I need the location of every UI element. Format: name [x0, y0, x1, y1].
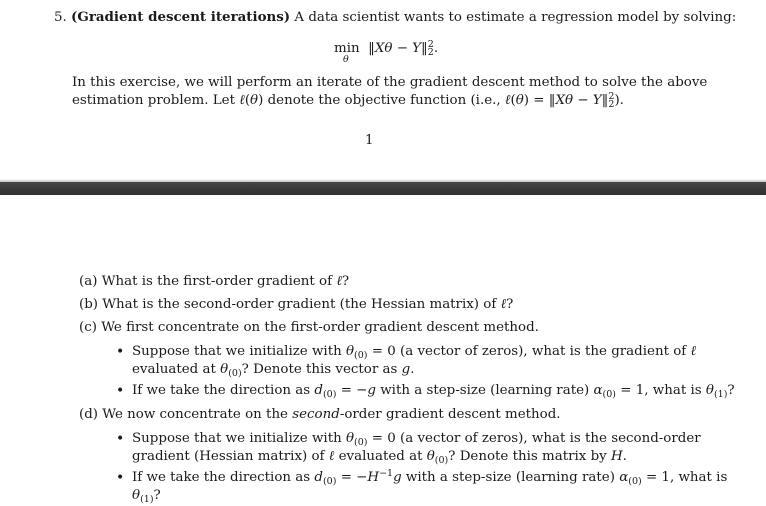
paragraph-line-1: In this exercise, we will perform an iterate of the gradient descent method to solve the above [72, 75, 708, 90]
question-d-item-2-line-1: If we take the direction as $d_{(0)} = -H^{-1}g$ with a step-size (learning rate) $\alpha_{(0)} = 1$, what is [132, 468, 728, 487]
page-number: 1 [365, 133, 374, 148]
min-operator: min [334, 41, 360, 56]
problem-heading-line [54, 8, 736, 27]
question-c-item-2: If we take the direction as $d_{(0)} = -g$ with a step-size (learning rate) $\alpha_{(0)} = 1$, what is $\theta_{(1)}$? [132, 383, 735, 400]
paragraph-line-2: estimation problem. Let ℓ(θ) denote the objective function (i.e., ℓ(θ) = ‖Xθ − Y‖$^2_2$). [72, 91, 624, 110]
emphasis-second: second [292, 407, 340, 422]
question-c [79, 319, 539, 337]
question-d-label: (d) [79, 407, 99, 422]
question-d-item-1-line-1: Suppose that we initialize with $\theta_{(0)} = 0$ (a vector of zeros), what is the second-order [132, 431, 701, 448]
problem-paragraph [72, 74, 708, 92]
question-c-item-1-line-2: evaluated at $\theta_{(0)}$? Denote this vector as g. [132, 362, 415, 379]
question-c-item-1-line-1: Suppose that we initialize with $\theta_{(0)} = 0$ (a vector of zeros), what is the gradient of ℓ [132, 344, 697, 361]
question-a: (a) What is the first-order gradient of ℓ? [79, 274, 350, 289]
objective-expression: ‖Xθ − Y‖$^2_2$. [363, 39, 439, 58]
question-a-label: (a) [79, 274, 98, 289]
objective-equation [334, 39, 439, 65]
question-b: (b) What is the second-order gradient (the Hessian matrix) of ℓ? [79, 297, 514, 312]
page-separator [0, 182, 766, 195]
question-d-item-2-line-2: $\theta_{(1)}$? [132, 488, 161, 505]
bullet-d1: • [116, 431, 125, 447]
bullet-d2: • [116, 470, 125, 486]
question-d-item-1-line-2: gradient (Hessian matrix) of ℓ evaluated at $\theta_{(0)}$? Denote this matrix by H. [132, 449, 627, 466]
question-c-label: (c) [79, 320, 97, 335]
problem-intro: A data scientist wants to estimate a regression model by solving: [294, 10, 737, 25]
problem-number: 5. [54, 10, 67, 25]
question-d: (d) We now concentrate on the second-order gradient descent method. [79, 407, 561, 422]
bullet-c2: • [116, 383, 125, 399]
problem-title: (Gradient descent iterations) [71, 9, 291, 25]
question-b-text: What is the second-order gradient (the Hessian matrix) of [102, 297, 501, 312]
question-b-label: (b) [79, 297, 99, 312]
question-a-text: What is the first-order gradient of [101, 274, 337, 289]
question-c-text: We first concentrate on the first-order gradient descent method. [101, 320, 539, 335]
min-subscript: θ [343, 54, 349, 65]
bullet-c1: • [116, 344, 125, 360]
